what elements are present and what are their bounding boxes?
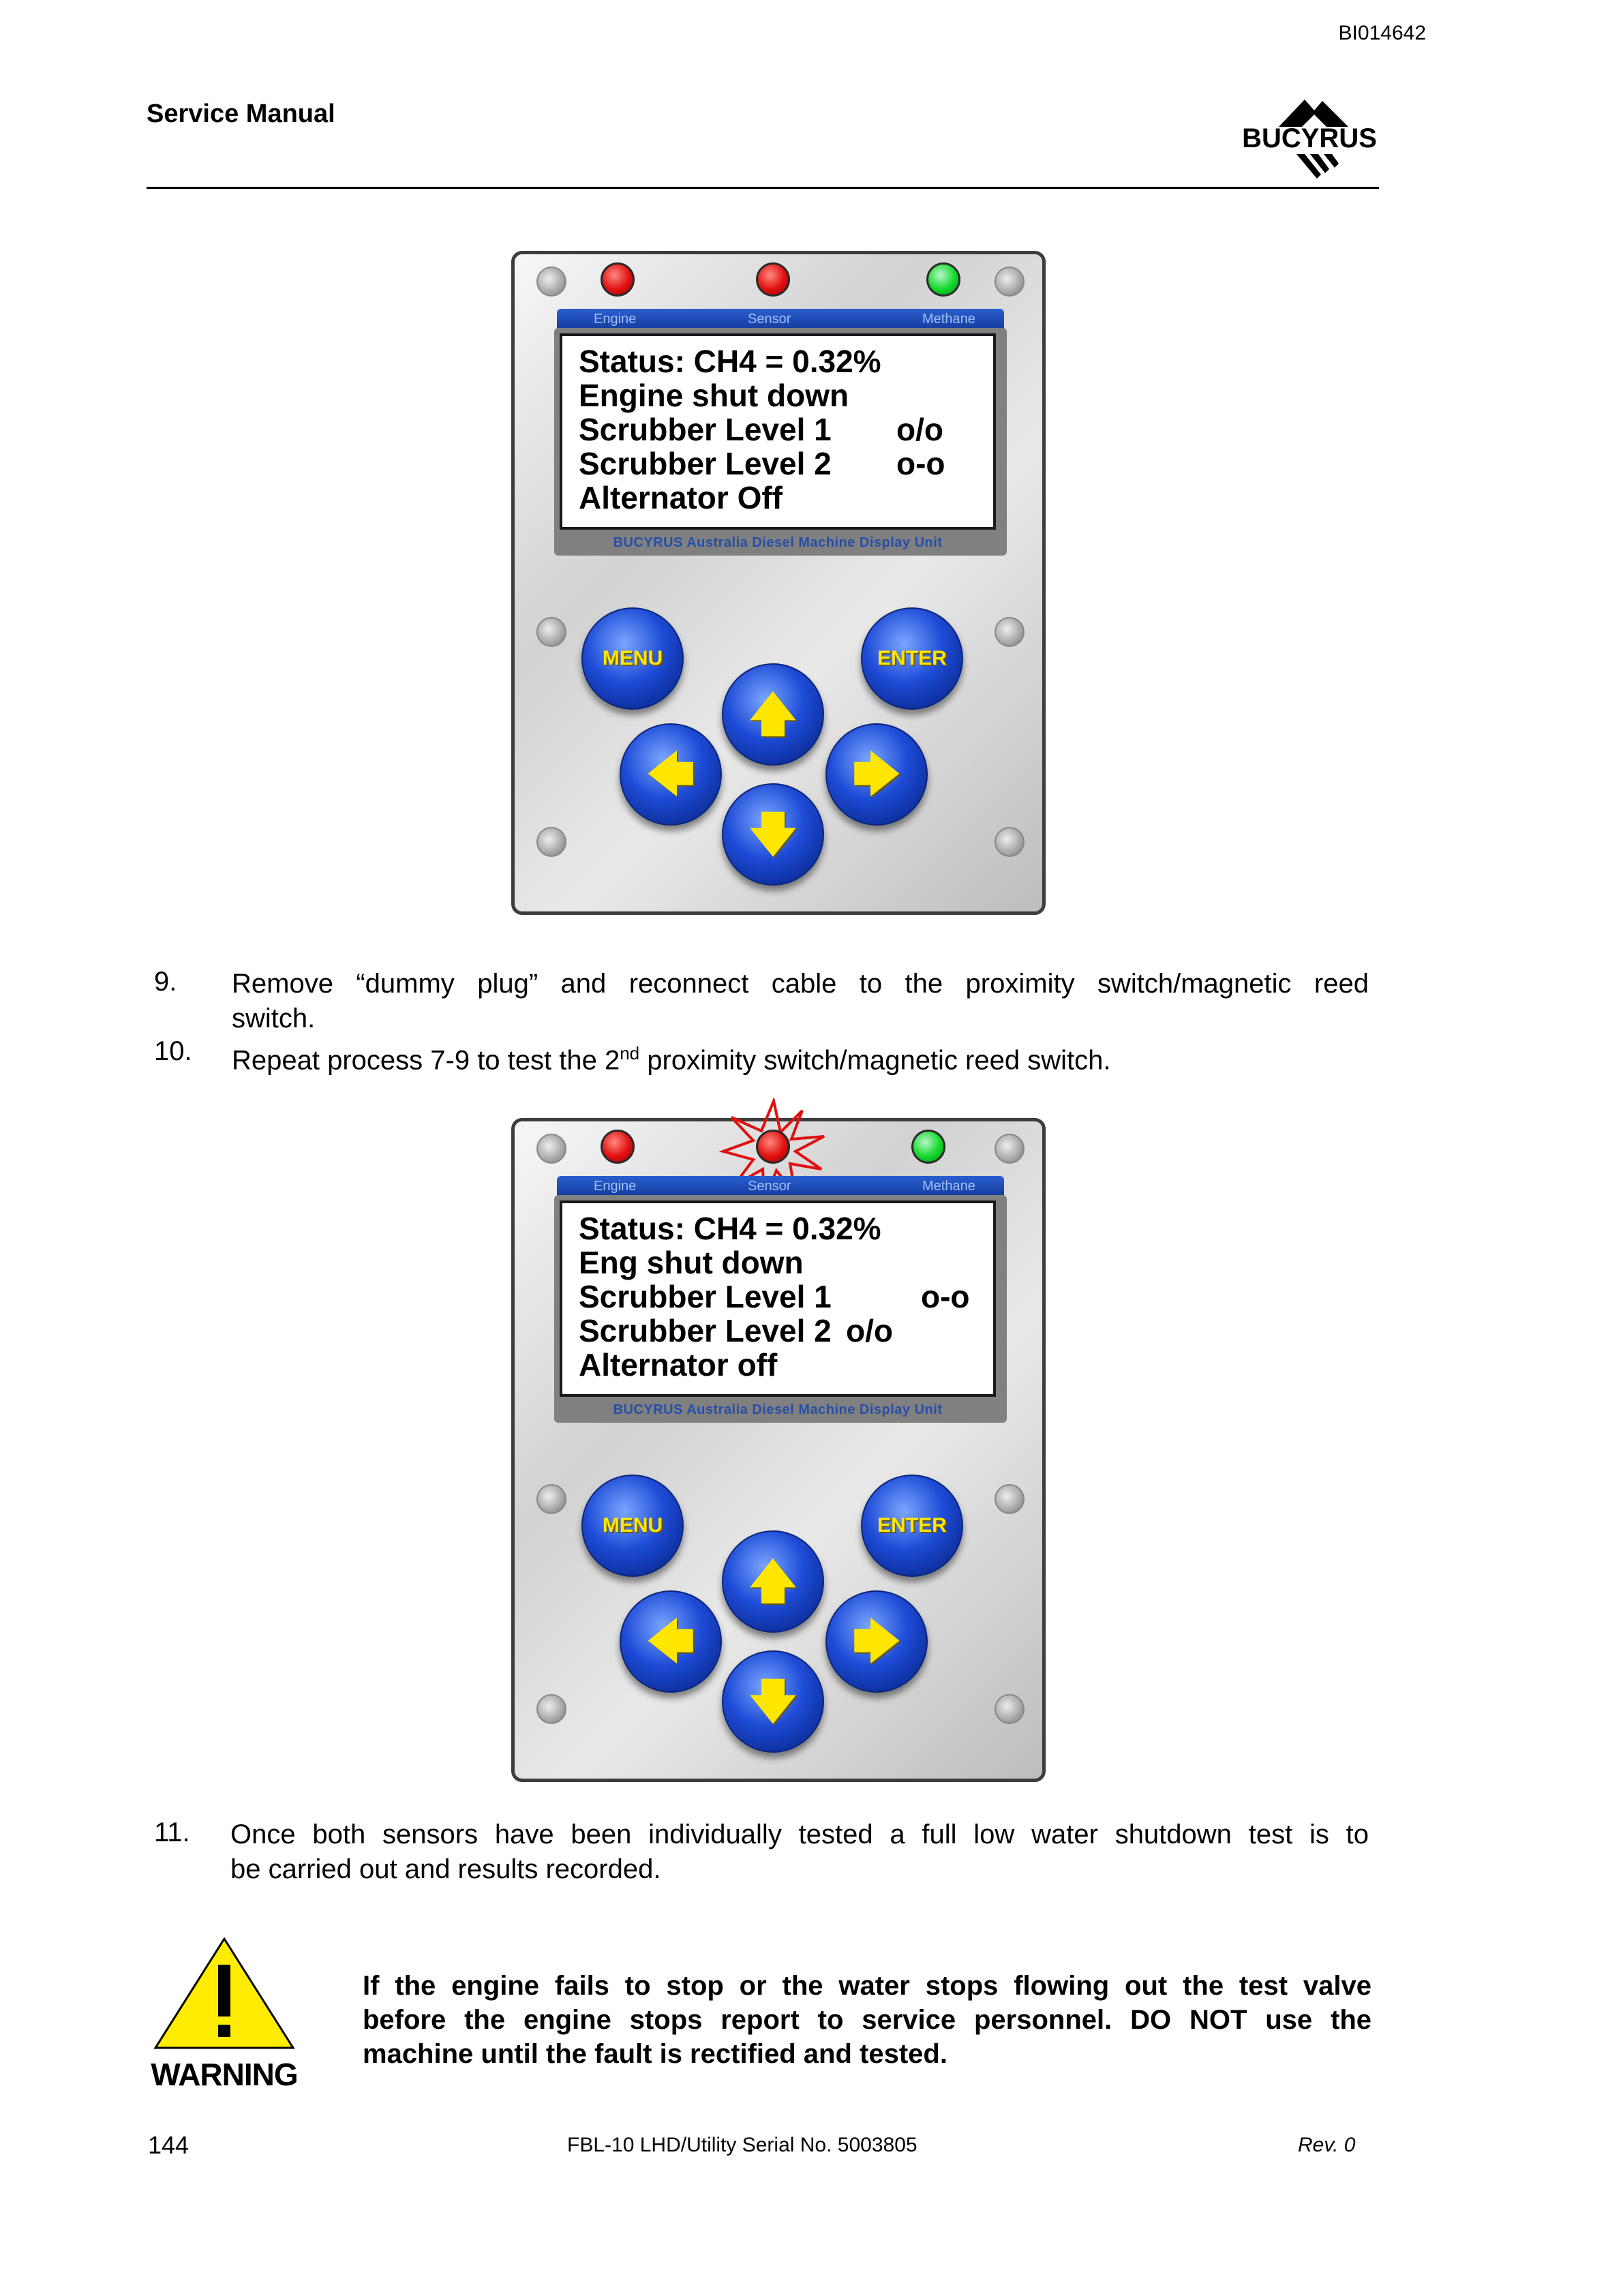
methane-led: [911, 1130, 945, 1164]
footer-revision: Rev. 0: [1298, 2134, 1356, 2156]
page-header-title: Service Manual: [147, 100, 335, 128]
step-text: Repeat process 7-9 to test the 2nd proximity switch/magnetic reed switch.: [232, 1043, 1111, 1076]
warning-block: [149, 1935, 300, 2098]
step-text-line: Once both sensors have been individually tested a full low water shutdown test is to: [230, 1819, 1369, 1849]
lcd-value-scrubber-2: o-o: [896, 446, 945, 481]
lcd-line-alternator: Alternator Off: [579, 480, 783, 515]
lcd-value-scrubber-1: o/o: [896, 412, 943, 447]
methane-led-label: Methane: [922, 1179, 975, 1194]
screw: [995, 267, 1025, 297]
menu-button-label: MENU: [602, 1514, 663, 1537]
display-unit-panel-2: [511, 1118, 1046, 1782]
led-label-bar: [557, 309, 1004, 329]
menu-button[interactable]: [581, 607, 684, 710]
step-text-line: Remove “dummy plug” and reconnect cable to the proximity switch/magnetic reed: [232, 969, 1369, 999]
left-arrow-button[interactable]: [620, 1590, 722, 1693]
arrow-up-icon: 🡅: [749, 689, 797, 740]
page-number: 144: [148, 2131, 189, 2159]
lcd-screen: [560, 333, 996, 530]
lcd-value-scrubber-1: o-o: [921, 1279, 970, 1314]
brand-strip: BUCYRUS Australia Diesel Machine Display Unit: [613, 535, 943, 550]
engine-led-label: Engine: [594, 312, 637, 327]
sensor-led-label: Sensor: [748, 312, 791, 327]
lcd-line-engine: Eng shut down: [579, 1245, 804, 1280]
warning-line: machine until the fault is rectified and tested.: [363, 2039, 947, 2069]
arrow-down-icon: 🡇: [749, 1676, 797, 1727]
methane-led-label: Methane: [922, 312, 975, 327]
screw: [536, 617, 566, 647]
lcd-line-status: Status: CH4 = 0.32%: [579, 344, 881, 379]
arrow-right-icon: 🡆: [852, 1616, 901, 1667]
step-number: 11.: [154, 1817, 190, 1847]
menu-button-label: MENU: [602, 647, 663, 669]
left-arrow-button[interactable]: [620, 723, 722, 826]
screw: [536, 1134, 566, 1164]
lcd-line-status: Status: CH4 = 0.32%: [579, 1211, 881, 1246]
screw: [536, 827, 566, 857]
engine-led: [601, 262, 635, 297]
brand-strip: BUCYRUS Australia Diesel Machine Display Unit: [613, 1402, 943, 1417]
screw: [995, 1134, 1025, 1164]
step-number: 10.: [154, 1036, 192, 1066]
arrow-up-icon: 🡅: [749, 1556, 797, 1607]
methane-led: [926, 262, 960, 297]
step-text-line: be carried out and results recorded.: [230, 1854, 661, 1884]
arrow-right-icon: 🡆: [852, 749, 901, 800]
lcd-line-alternator: Alternator off: [579, 1347, 778, 1383]
warning-line: before the engine stops report to service personnel. DO NOT use the: [363, 2005, 1371, 2035]
lcd-line-engine: Engine shut down: [579, 378, 849, 413]
screw: [995, 617, 1025, 647]
down-arrow-button[interactable]: [722, 783, 824, 886]
header-rule: [147, 187, 1379, 189]
down-arrow-button[interactable]: [722, 1650, 824, 1753]
up-arrow-button[interactable]: [722, 1530, 824, 1633]
lcd-value-scrubber-2: o/o: [846, 1313, 893, 1348]
screw: [995, 827, 1025, 857]
lcd-line-scrubber-1: Scrubber Level 1: [579, 1279, 832, 1314]
up-arrow-button[interactable]: [722, 663, 824, 766]
right-arrow-button[interactable]: [825, 1590, 928, 1693]
enter-button[interactable]: [861, 607, 963, 710]
sensor-led-label: Sensor: [748, 1179, 791, 1194]
arrow-down-icon: 🡇: [749, 809, 797, 860]
right-arrow-button[interactable]: [825, 723, 928, 826]
display-unit-panel-1: [511, 251, 1046, 915]
lcd-line-scrubber-1: Scrubber Level 1: [579, 412, 832, 447]
screw: [995, 1484, 1025, 1514]
enter-button-label: ENTER: [877, 647, 947, 669]
enter-button-label: ENTER: [877, 1514, 947, 1537]
step-number: 9.: [154, 967, 177, 997]
screw: [536, 267, 566, 297]
arrow-left-icon: 🡄: [646, 749, 695, 800]
bucyrus-logo: [1239, 97, 1380, 185]
screw: [995, 1694, 1025, 1724]
warning-label: WARNING: [151, 2057, 298, 2092]
screw: [536, 1484, 566, 1514]
arrow-left-icon: 🡄: [646, 1616, 695, 1667]
led-label-bar: [557, 1176, 1004, 1196]
lcd-line-scrubber-2: Scrubber Level 2: [579, 446, 832, 481]
lcd-screen: [560, 1200, 996, 1397]
step-text-line: switch.: [232, 1003, 316, 1033]
warning-message: [363, 1969, 1371, 2071]
menu-button[interactable]: [581, 1475, 684, 1577]
warning-triangle-icon: [149, 1935, 300, 2051]
sensor-led: [756, 1130, 790, 1164]
engine-led: [601, 1130, 635, 1164]
logo-text: BUCYRUS: [1242, 123, 1377, 153]
lcd-line-scrubber-2: Scrubber Level 2: [579, 1313, 832, 1348]
screw: [536, 1694, 566, 1724]
footer-serial: FBL-10 LHD/Utility Serial No. 5003805: [567, 2134, 917, 2156]
ordinal-superscript: nd: [620, 1043, 640, 1063]
enter-button[interactable]: [861, 1475, 963, 1577]
sensor-led: [756, 262, 790, 297]
warning-line: If the engine fails to stop or the water stops flowing out the test valve: [363, 1971, 1371, 2001]
document-id: BI014642: [1338, 22, 1426, 44]
engine-led-label: Engine: [594, 1179, 637, 1194]
